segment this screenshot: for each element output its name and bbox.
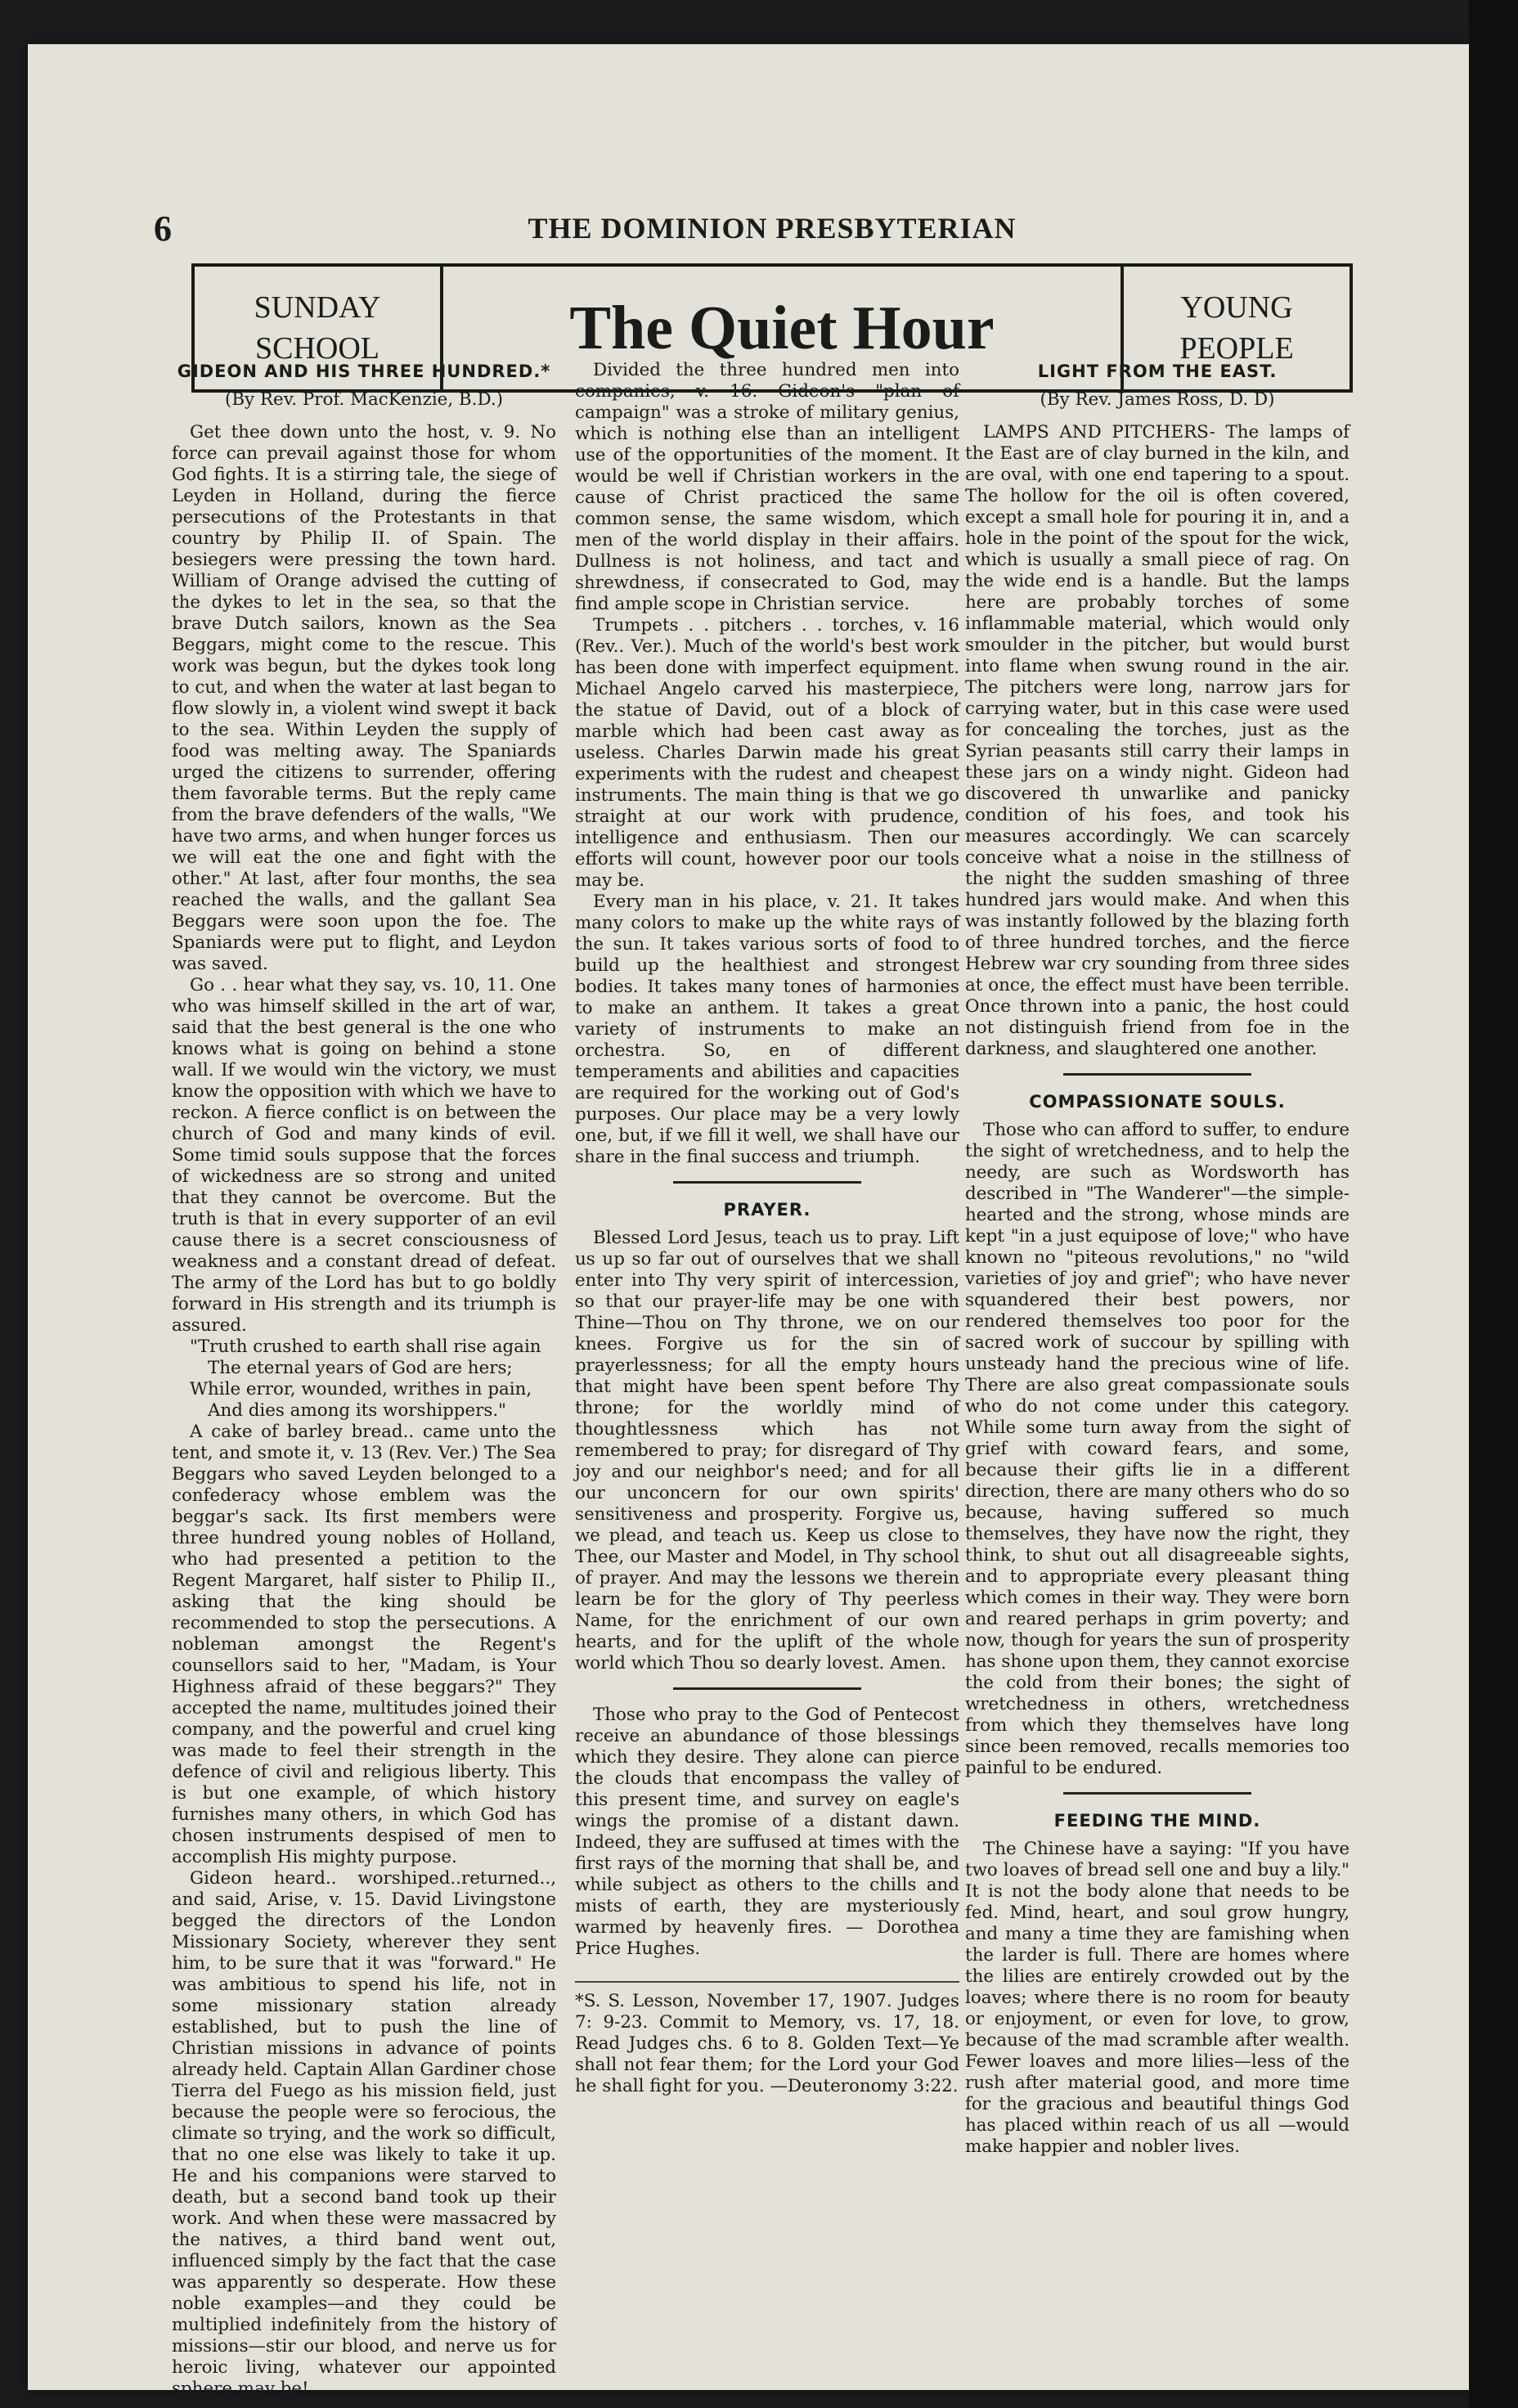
banner-title: The Quiet Hour bbox=[440, 267, 1124, 389]
feeding-text: The Chinese have a saying: "If you have two loaves of bread sell one and buy a lily." It is not the body alone that needs to be fed. Mind, heart, and soul grow hungry, and many a time they are famishing when the larder is full. There are homes where the lilies are entirely crowded out by the loaves; where there is no room for beauty or enjoyment, or even for love, to grow, because of the mad scramble after wealth. Fewer loaves and more lilies—less of the rush after material good, and more time for the gracious and beautiful things God has placed within reach of us all —would make happier and nobler lives. bbox=[965, 1839, 1350, 2157]
light-title: LIGHT FROM THE EAST. bbox=[1037, 362, 1278, 381]
feeding-title: FEEDING THE MIND. bbox=[1053, 1811, 1261, 1831]
compassionate-title: COMPASSIONATE SOULS. bbox=[1029, 1092, 1286, 1112]
column-1 bbox=[172, 360, 556, 2400]
divider-rule bbox=[1063, 1073, 1251, 1076]
poem-line-3: While error, wounded, writhes in pain, bbox=[190, 1379, 532, 1399]
footnote-text: *S. S. Lesson, November 17, 1907. Judges 7: 9-23. Commit to Memory, vs. 17, 18. Read Judges chs. 6 to 8. Golden Text—Ye shall not fear them; for the Lord your God he shall fight for you. —Deuteronomy 3:22. bbox=[575, 1991, 959, 2096]
gideon-byline: (By Rev. Prof. MacKenzie, B.D.) bbox=[224, 389, 503, 410]
divider-rule bbox=[673, 1181, 861, 1184]
banner-right-line-2: PEOPLE bbox=[1179, 331, 1294, 366]
column-2 bbox=[575, 360, 959, 2097]
gideon-title: GIDEON AND HIS THREE HUNDRED.* bbox=[177, 362, 551, 381]
divider-rule bbox=[1063, 1792, 1251, 1795]
gideon-paragraph-7: Every man in his place, v. 21. It takes many colors to make up the white rays of the sun. It takes various sorts of food to build up the healthiest and strongest bodies. It takes many tones of harmonies to make an anthem. It takes a great variety of instruments to make an orchestra. So, en of different temperaments and abilities and capacities are required for the working out of God's purposes. Our place may be a very lowly one, but, if we fill it well, we shall have our share in the final success and triumph. bbox=[575, 892, 959, 1167]
light-byline: (By Rev. James Ross, D. D) bbox=[1040, 389, 1275, 410]
gideon-paragraph-3: A cake of barley bread.. came unto the tent, and smote it, v. 13 (Rev. Ver.) The Sea Beggars who saved Leyden belonged to a confederacy whose emblem was the beggar's sack. Its first members were three hundred young nobles of Holland, who had presented a petition to the Regent Margaret, half sister to Philip II., asking that the king should be recommended to stop the persecutions. A nobleman amongst the Regent's counsellors said to her, "Madam, is Your Highness afraid of these beggars?" They accepted the name, multitudes joined their company, and the powerful and cruel king was made to feel their strength in the defence of civil and religious liberty. This is but one example, of which history furnishes many others, in which God has chosen instruments despised of men to accomplish His mighty purpose. bbox=[172, 1422, 556, 1867]
gideon-paragraph-1: Get thee down unto the host, v. 9. No force can prevail against those for whom God fights. It is a stirring tale, the siege of Leyden in Holland, during the fierce persecutions of the Protestants in that country by Philip II. of Spain. The besiegers were pressing the town hard. William of Orange advised the cutting of the dykes to let in the sea, so that the brave Dutch sailors, known as the Sea Beggars, might come to the rescue. This work was begun, but the dykes took long to cut, and when the water at last began to flow slowly in, a violent wind swept it back to the sea. Within Leyden the supply of food was melting away. The Spaniards urged the citizens to surrender, offering them favorable terms. But the reply came from the brave defenders of the walls, "We have two arms, and when hunger forces us we will eat the one and fight with the other." At last, after four months, the sea reached the walls, and the gallant Sea Beggars were soon upon the foe. The Spaniards were put to flight, and Leydon was saved. bbox=[172, 422, 556, 974]
page-number: 6 bbox=[154, 209, 172, 249]
column-3 bbox=[965, 360, 1350, 2158]
gideon-paragraph-2: Go . . hear what they say, vs. 10, 11. One who was himself skilled in the art of war, said that the best general is the one who knows what is going on behind a stone wall. If we would win the victory, we must know the opposition with which we have to reckon. A fierce conflict is on between the church of God and many kinds of evil. Some timid souls suppose that the forces of wickedness are so strong and united that they cannot be overcome. But the truth is that in every supporter of an evil cause there is a secret consciousness of weakness and a constant dread of defeat. The army of the Lord has but to go boldly forward in His strength and its triumph is assured. bbox=[172, 975, 556, 1336]
scan-border bbox=[1469, 0, 1518, 2408]
banner-left-line-1: SUNDAY bbox=[254, 290, 381, 325]
prayer-text: Blessed Lord Jesus, teach us to pray. Lift us up so far out of ourselves that we shall enter into Thy very spirit of intercession, so that our prayer-life may be one with Thine—Thou on Thy throne, we on our knees. Forgive us for the sin of prayerlessness; for all the empty hours that might have been spent before Thy throne; for the worldly mind of thoughtlessness which has not remembered to pray; for disregard of Thy joy and our neighbor's need; and for all our unconcern for our own spirits' sensitiveness and prosperity. Forgive us, we plead, and teach us. Keep us close to Thee, our Master and Model, in Thy school of prayer. And may the lessons we therein learn be for the glory of Thy peerless Name, for the enrichment of our own hearts, and for the uplift of the whole world which Thou so dearly lovest. Amen. bbox=[575, 1228, 959, 1673]
light-text: LAMPS AND PITCHERS- The lamps of the East are of clay burned in the kiln, and are oval, with one end tapering to a spout. The hollow for the oil is often covered, except a small hole for pouring it in, and a hole in the point of the spout for the wick, which is usually a small piece of rag. On the wide end is a handle. But the lamps here are probably torches of some inflammable material, which would only smoulder in the pitcher, but would burst into flame when swung round in the air. The pitchers were long, narrow jars for carrying water, but in this case were used for concealing the torches, just as the Syrian peasants still carry their lamps in these jars on a windy night. Gideon had discovered th unwarlike and panicky condition of his foes, and took his measures accordingly. We can scarcely conceive what a noise in the stillness of the night the sudden smashing of three hundred jars would make. And when this was instantly followed by the blazing forth of three hundred torches, and the fierce Hebrew war cry sounding from three sides at once, the effect must have been terrible. Once thrown into a panic, the host could not distinguish friend from foe in the darkness, and slaughtered one another. bbox=[965, 422, 1350, 1059]
poem-line-2: The eternal years of God are hers; bbox=[208, 1358, 513, 1378]
gideon-paragraph-4: Gideon heard.. worshiped..returned.., and said, Arise, v. 15. David Livingstone begged the directors of the London Missionary Society, wherever they sent him, to be sure that it was "forward." He was ambitious to spend his life, not in some missionary station already established, but to push the line of Christian missions in advance of points already held. Captain Allan Gardiner chose Tierra del Fuego as his mission field, just because the people were so ferocious, the climate so trying, and the work so difficult, that no one else was likely to take it up. He and his companions were starved to death, but a second band took up their work. And when these were massacred by the natives, a third band went out, influenced simply by the fact that the case was apparently so desperate. How these noble examples—and they could be multiplied indefinitely from the history of missions—stir our blood, and nerve us for heroic living, whatever our appointed sphere may be! bbox=[172, 1868, 556, 2399]
gideon-paragraph-5: Divided the three hundred men into companies, v. 16. Gideon's "plan of campaign" was a stroke of military genius, which is nothing else than an intelligent use of the opportunities of the moment. It would be well if Christian workers in the cause of Christ practiced the same common sense, the same wisdom, which men of the world display in their affairs. Dullness is not holiness, and tact and shrewdness, if consecrated to God, may find ample scope in Christian service. bbox=[575, 360, 959, 614]
pentecost-text: Those who pray to the God of Pentecost receive an abundance of those blessings which they desire. They alone can pierce the clouds that encompass the valley of this present time, and survey on eagle's wings the promise of a distant dawn. Indeed, they are suffused at times with the first rays of the morning that shall be, and while subject as others to the chills and mists of earth, they are mysteriously warmed by heavenly fires. — Dorothea Price Hughes. bbox=[575, 1705, 959, 1959]
divider-rule bbox=[673, 1687, 861, 1690]
gideon-paragraph-6: Trumpets . . pitchers . . torches, v. 16 (Rev.. Ver.). Much of the world's best work has been done with imperfect equipment. Michael Angelo carved his masterpiece, the statue of David, out of a block of marble which had been cast away as useless. Charles Darwin made his great experiments with the rudest and cheapest instruments. The main thing is that we go straight at our work with prudence, intelligence and enthusiasm. Then our efforts will count, however poor our tools may be. bbox=[575, 615, 959, 891]
running-head: THE DOMINION PRESBYTERIAN bbox=[528, 212, 1017, 245]
poem-line-1: "Truth crushed to earth shall rise again bbox=[190, 1337, 541, 1357]
lesson-footnote bbox=[575, 1981, 959, 2097]
gideon-poem bbox=[190, 1337, 556, 1422]
poem-line-4: And dies among its worshippers." bbox=[208, 1400, 506, 1421]
banner-right-line-1: YOUNG bbox=[1180, 290, 1293, 325]
compassionate-text: Those who can afford to suffer, to endure the sight of wretchedness, and to help the needy, are such as Wordsworth has described in "The Wanderer"—the simple-hearted and the strong, whose minds are kept "in a just equipose of love;" who have known no "piteous revolutions," no "wild varieties of joy and grief"; who have never squandered their best powers, nor rendered themselves too poor for the sacred work of succour by spilling with unsteady hand the precious wine of life. There are also great compassionate souls who do not come under this category. While some turn away from the sight of grief with coward fears, and some, because their gifts lie in a different direction, there are many others who do so because, having suffered so much themselves, they have now the right, they think, to shut out all disagreeable sights, and to appropriate every pleasant thing which comes in their way. They were born and reared perhaps in grim poverty; and now, though for years the sun of prosperity has shone upon them, they cannot exorcise the cold from their bones; the sight of wretchedness in others, wretchedness from which they themselves have long since been removed, recalls memories too painful to be endured. bbox=[965, 1120, 1350, 1778]
banner-left-line-2: SCHOOL bbox=[254, 331, 380, 366]
prayer-title: PRAYER. bbox=[723, 1200, 811, 1220]
